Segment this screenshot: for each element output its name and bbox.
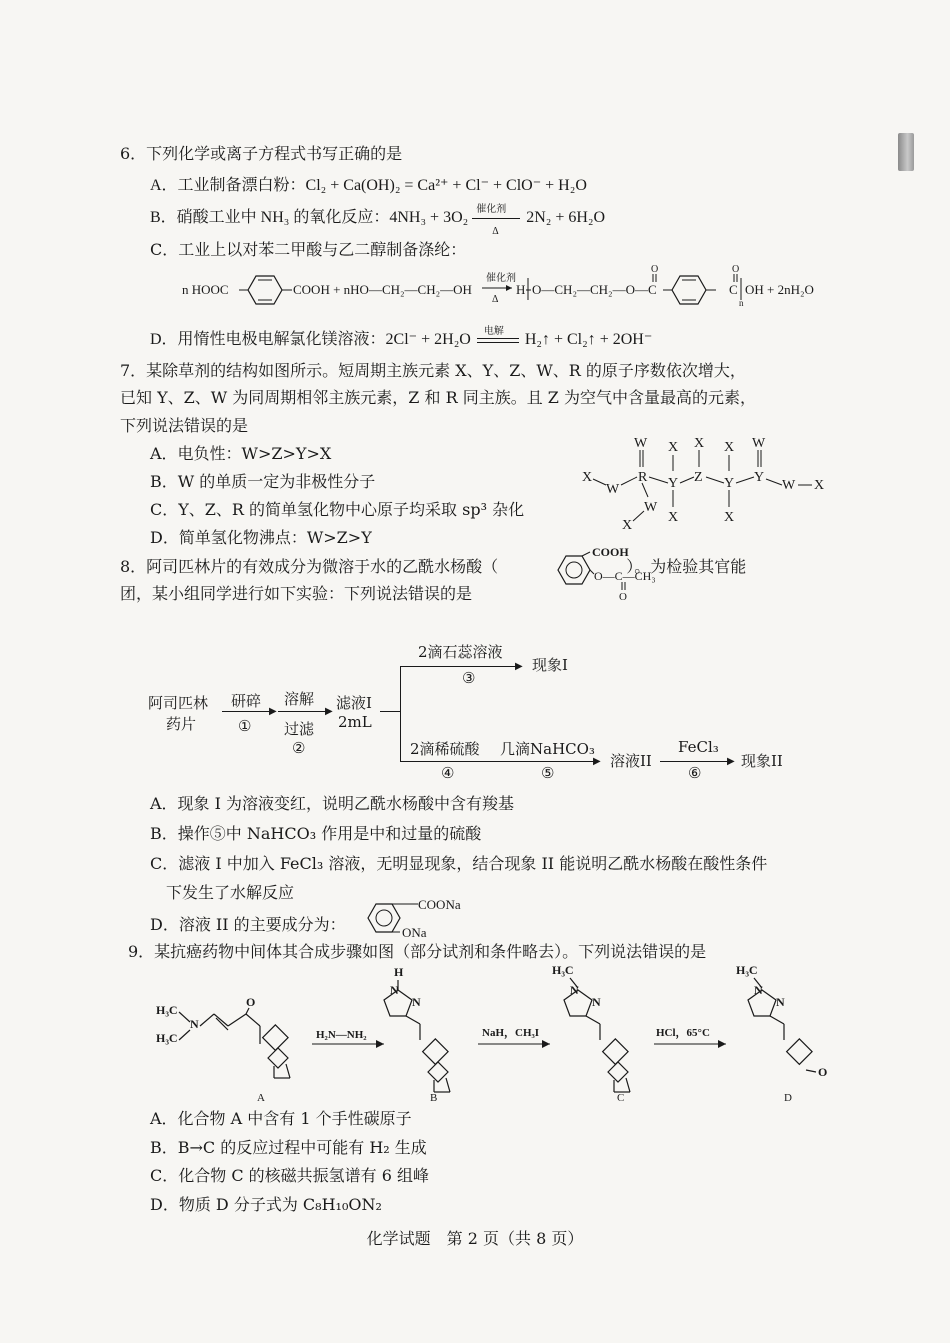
a-methyl-top: H₃C: [156, 1003, 178, 1017]
c-n2: N: [592, 995, 601, 1009]
q8-option-c-line2: 下发生了水解反应: [166, 883, 295, 902]
aspirin-cooh: COOH: [592, 545, 629, 559]
q7-stem-line2: 已知 Y、Z、W 为同周期相邻主族元素，Z 和 R 同主族。且 Z 为空气中含量最高的元素，: [120, 388, 757, 407]
q6-c-carbonyl-o2: O: [732, 264, 740, 275]
q7-option-a: A．电负性：W>Z>Y>X: [150, 444, 332, 463]
q6-c-prod-n: n: [739, 298, 744, 308]
b-n2: N: [412, 995, 421, 1009]
a-nitrogen: N: [190, 1017, 199, 1031]
flow-result-1: 现象I: [532, 656, 568, 674]
flow-result-2: 现象II: [741, 752, 783, 770]
atom-y: Y: [754, 470, 765, 485]
q6-c-prod-chain: O—CH₂—CH₂—O—C: [532, 282, 657, 297]
q6-c-left: n HOOC: [182, 282, 229, 297]
q7-option-c: C．Y、Z、R 的简单氢化物中心原子均采取 sp³ 杂化: [150, 500, 525, 519]
atom-x: X: [668, 510, 679, 525]
q6-d-left: D．用惰性电极电解氯化镁溶液：2Cl⁻ + 2H₂O: [150, 331, 471, 348]
aspirin-carbonyl-o: O: [619, 591, 627, 602]
atom-w: W: [782, 478, 796, 493]
flow-start-line2: 药片: [166, 715, 197, 733]
flow-step5-label: 几滴NaHCO₃: [500, 740, 595, 758]
b-nh-h: H: [394, 965, 404, 979]
q7-option-b: B．W 的单质一定为非极性分子: [150, 472, 376, 491]
d-n1: N: [754, 983, 763, 997]
q8-option-c-line1: C．滤液 I 中加入 FeCl₃ 溶液，无明显现象，结合现象 II 能说明乙酰水杨酸在酸性条件: [150, 854, 768, 873]
q6-b-right: 2N₂ + 6H₂O: [526, 209, 606, 226]
label-d: D: [784, 1092, 792, 1104]
q6-stem: 6．下列化学或离子方程式书写正确的是: [120, 144, 403, 163]
flow-start-line1: 阿司匹林: [148, 694, 209, 712]
flow-step2-num: ②: [292, 739, 306, 757]
flow-step5-num: ⑤: [541, 764, 555, 782]
label-a: A: [257, 1092, 265, 1104]
c-methyl: H₃C: [552, 963, 574, 977]
atom-w: W: [606, 482, 620, 497]
b-n1: N: [390, 983, 399, 997]
flow-filtrate-volume: 2mL: [338, 713, 372, 731]
q7-stem-line3: 下列说法错误的是: [120, 416, 249, 435]
flow-step1-num: ①: [238, 717, 252, 735]
q6-c-cond-top: 催化剂: [486, 273, 516, 284]
q6-c-prod-c: C: [729, 282, 738, 297]
atom-w: W: [644, 500, 658, 515]
q9-option-b: B．B→C 的反应过程中可能有 H₂ 生成: [150, 1138, 427, 1157]
c-n1: N: [570, 983, 579, 997]
a-methyl-bottom: H₃C: [156, 1031, 178, 1045]
flow-step2-label-a: 溶解: [284, 690, 315, 708]
salt-ona: ONa: [402, 925, 427, 940]
reagent-hcl: HCl，65°C: [656, 1027, 710, 1039]
q8-stem-part2: ）。为检验其官能: [626, 557, 747, 576]
reagent-hydrazine: H₂N—NH₂: [316, 1029, 367, 1041]
q6-c-cond-bot: Δ: [492, 294, 499, 305]
q8-option-a: A．现象 I 为溶液变红，说明乙酰水杨酸中含有羧基: [150, 794, 515, 813]
label-c: C: [617, 1092, 625, 1104]
q8-option-d: D．溶液 II 的主要成分为：: [150, 915, 346, 934]
q8-stem-line2: 团，某小组同学进行如下实验：下列说法错误的是: [120, 584, 473, 603]
aspirin-ester: O—C—CH₃: [594, 569, 656, 583]
q8-option-d-structure: [364, 894, 484, 942]
atom-x: X: [724, 440, 735, 455]
q8-flowchart: 阿司匹林 药片 研碎 ▶ ① 溶解 ▶ 过滤 ② 滤液I 2mL ▶ 2滴石蕊溶液 ③ 现象I 2滴稀硫酸 ④ ▶ 几滴NaHCO₃ ⑤ 溶液II ▶ FeCl₃ ⑥ 现象II: [148, 643, 783, 782]
a-ketone-o: O: [246, 995, 256, 1009]
flow-step1-label: 研碎: [231, 692, 262, 710]
q8-stem-part1: 8．阿司匹林片的有效成分为微溶于水的乙酰水杨酸（: [120, 557, 499, 576]
q9-stem: 9．某抗癌药物中间体其合成步骤如图（部分试剂和条件略去）。下列说法错误的是: [128, 942, 707, 961]
flow-step3-label: 2滴石蕊溶液: [418, 643, 503, 661]
q9-option-c: C．化合物 C 的核磁共振氢谱有 6 组峰: [150, 1166, 430, 1185]
q9-option-d: D．物质 D 分子式为 C₈H₁₀ON₂: [150, 1195, 382, 1214]
d-ketone-o: O: [818, 1065, 828, 1079]
atom-z: Z: [694, 470, 703, 485]
atom-y: Y: [724, 476, 735, 491]
q6-d-right: H₂↑ + Cl₂↑ + 2OH⁻: [524, 331, 653, 348]
q9-option-a: A．化合物 A 中含有 1 个手性碳原子: [150, 1109, 412, 1128]
q6-b-cond-top: 催化剂: [476, 204, 507, 216]
atom-x: X: [724, 510, 735, 525]
flow-solution-2: 溶液II: [610, 752, 652, 770]
atom-x: X: [622, 518, 633, 533]
atom-x: X: [814, 478, 825, 493]
atom-w: W: [634, 436, 648, 451]
flow-step3-num: ③: [462, 669, 476, 687]
q8-option-b: B．操作⑤中 NaHCO₃ 作用是中和过量的硫酸: [150, 824, 482, 843]
flow-step4-label: 2滴稀硫酸: [410, 740, 480, 758]
page-footer: 化学试题 第 2 页（共 8 页）: [366, 1229, 584, 1248]
flow-filtrate-1: 滤液I: [336, 694, 372, 712]
atom-r: R: [638, 470, 648, 485]
q6-d-cond: 电解: [483, 326, 504, 338]
q7-stem-line1: 7．某除草剂的结构如图所示。短周期主族元素 X、Y、Z、W、R 的原子序数依次增大，: [120, 361, 746, 380]
q6-b-cond-bot: Δ: [492, 226, 499, 238]
q6-c-prod-h: H: [516, 282, 526, 297]
flow-step2-label-b: 过滤: [284, 720, 315, 738]
atom-w: W: [752, 436, 766, 451]
d-n2: N: [776, 995, 785, 1009]
reagent-nah-mei: NaH，CH₃I: [482, 1027, 540, 1039]
flow-step4-num: ④: [441, 764, 455, 782]
salt-coona: COONa: [418, 897, 461, 912]
atom-x: X: [694, 436, 705, 451]
q6-c-mid: COOH + nHO—CH₂—CH₂—OH: [293, 282, 472, 297]
q6-c-carbonyl-o1: O: [651, 264, 659, 275]
atom-x: X: [582, 470, 593, 485]
q6-option-c: C．工业上以对苯二甲酸与乙二醇制备涤纶：: [150, 240, 467, 259]
flow-step6-label: FeCl₃: [678, 738, 719, 756]
q6-b-left: B．硝酸工业中 NH₃ 的氧化反应：4NH₃ + 3O₂: [150, 209, 469, 226]
label-b: B: [430, 1092, 438, 1104]
q6-option-a: A．工业制备漂白粉：Cl₂ + Ca(OH)₂ = Ca²⁺ + Cl⁻ + ClO⁻ + H₂O: [150, 177, 587, 194]
d-methyl: H₃C: [736, 963, 758, 977]
q7-option-d: D．简单氢化物沸点：W>Z>Y: [150, 528, 372, 547]
atom-y: Y: [668, 476, 679, 491]
q6-c-prod-tail: OH + 2nH₂O: [745, 282, 814, 297]
flow-step6-num: ⑥: [688, 764, 702, 782]
atom-x: X: [668, 440, 679, 455]
q9-synthesis-scheme: [150, 960, 840, 1106]
